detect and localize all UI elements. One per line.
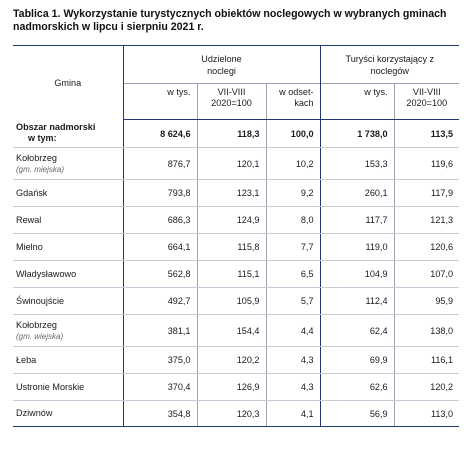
row-note: w tym:: [28, 133, 57, 144]
table-title: Tablica 1. Wykorzystanie turystycznych obiektów noclegowych w wybranych gminach nadmorskich w lipcu i sierpniu 2021 r.: [13, 8, 447, 33]
header-sub-2: w odset- kach: [266, 84, 320, 120]
cell-noclegi-index: 124,9: [197, 207, 266, 234]
cell-noclegi-tys: 370,4: [123, 374, 197, 401]
header-turysci: Turyści korzystający z noclegów: [320, 46, 459, 84]
cell-noclegi-odsetki: 10,2: [266, 148, 320, 180]
cell-turysci-index: 113,5: [394, 120, 459, 148]
cell-turysci-tys: 69,9: [320, 347, 394, 374]
table-row: [13, 207, 459, 234]
table-row: [13, 288, 459, 315]
cell-noclegi-index: 120,2: [197, 347, 266, 374]
cell-noclegi-tys: 664,1: [123, 234, 197, 261]
cell-turysci-tys: 1 738,0: [320, 120, 394, 148]
cell-noclegi-tys: 686,3: [123, 207, 197, 234]
cell-noclegi-index: 118,3: [197, 120, 266, 148]
row-note: (gm. miejska): [16, 164, 65, 174]
table-row: [13, 374, 459, 401]
header-sub-0: w tys.: [123, 84, 197, 120]
cell-noclegi-odsetki: 6,5: [266, 261, 320, 288]
cell-noclegi-tys: 381,1: [123, 315, 197, 347]
row-name: Łeba: [13, 347, 123, 374]
cell-noclegi-index: 123,1: [197, 180, 266, 207]
header-sub-4: VII-VIII 2020=100: [394, 84, 459, 120]
cell-turysci-index: 119,6: [394, 148, 459, 180]
cell-noclegi-odsetki: 4,3: [266, 347, 320, 374]
table-row: [13, 180, 459, 207]
cell-noclegi-tys: 562,8: [123, 261, 197, 288]
cell-noclegi-tys: 793,8: [123, 180, 197, 207]
table-row: [13, 401, 459, 427]
table-row: [13, 347, 459, 374]
cell-turysci-tys: 260,1: [320, 180, 394, 207]
cell-turysci-index: 116,1: [394, 347, 459, 374]
header-sub-1: VII-VIII 2020=100: [197, 84, 266, 120]
cell-noclegi-odsetki: 100,0: [266, 120, 320, 148]
cell-noclegi-index: 154,4: [197, 315, 266, 347]
row-name: Ustronie Morskie: [13, 374, 123, 401]
row-name: Obszar nadmorski: [16, 122, 96, 133]
cell-turysci-index: 120,6: [394, 234, 459, 261]
cell-turysci-index: 95,9: [394, 288, 459, 315]
cell-noclegi-tys: 375,0: [123, 347, 197, 374]
cell-noclegi-odsetki: 5,7: [266, 288, 320, 315]
cell-turysci-tys: 56,9: [320, 401, 394, 427]
cell-noclegi-tys: 354,8: [123, 401, 197, 427]
cell-turysci-index: 138,0: [394, 315, 459, 347]
cell-turysci-tys: 62,6: [320, 374, 394, 401]
cell-turysci-tys: 153,3: [320, 148, 394, 180]
cell-turysci-index: 117,9: [394, 180, 459, 207]
row-name: Świnoujście: [13, 288, 123, 315]
cell-turysci-index: 113,0: [394, 401, 459, 427]
table-row: [13, 234, 459, 261]
cell-noclegi-tys: 876,7: [123, 148, 197, 180]
row-name: Kołobrzeg: [16, 152, 57, 163]
cell-turysci-tys: 119,0: [320, 234, 394, 261]
cell-turysci-tys: 104,9: [320, 261, 394, 288]
cell-noclegi-tys: 8 624,6: [123, 120, 197, 148]
cell-noclegi-index: 120,1: [197, 148, 266, 180]
cell-noclegi-odsetki: 4,4: [266, 315, 320, 347]
row-name: Dziwnów: [13, 401, 123, 427]
header-udzielone-noclegi: Udzielone noclegi: [123, 46, 320, 84]
row-name: Kołobrzeg: [16, 319, 57, 330]
cell-noclegi-odsetki: 4,3: [266, 374, 320, 401]
table-row: [13, 120, 459, 148]
data-table: [13, 45, 459, 427]
row-name: Mielno: [13, 234, 123, 261]
cell-turysci-index: 107,0: [394, 261, 459, 288]
cell-turysci-tys: 112,4: [320, 288, 394, 315]
cell-noclegi-tys: 492,7: [123, 288, 197, 315]
header-sub-3: w tys.: [320, 84, 394, 120]
cell-noclegi-index: 120,3: [197, 401, 266, 427]
cell-noclegi-index: 115,1: [197, 261, 266, 288]
row-name: Rewal: [13, 207, 123, 234]
row-name: Władysławowo: [13, 261, 123, 288]
cell-noclegi-index: 115,8: [197, 234, 266, 261]
cell-turysci-tys: 117,7: [320, 207, 394, 234]
table-row: [13, 261, 459, 288]
row-note: (gm. wiejska): [16, 331, 64, 341]
table-row: [13, 148, 459, 180]
row-name: Gdańsk: [13, 180, 123, 207]
cell-noclegi-odsetki: 9,2: [266, 180, 320, 207]
cell-turysci-index: 121,3: [394, 207, 459, 234]
cell-noclegi-odsetki: 4,1: [266, 401, 320, 427]
header-gmina: Gmina: [13, 46, 123, 120]
cell-noclegi-index: 105,9: [197, 288, 266, 315]
table-row: [13, 315, 459, 347]
cell-turysci-index: 120,2: [394, 374, 459, 401]
cell-turysci-tys: 62,4: [320, 315, 394, 347]
cell-noclegi-odsetki: 7,7: [266, 234, 320, 261]
cell-noclegi-odsetki: 8,0: [266, 207, 320, 234]
cell-noclegi-index: 126,9: [197, 374, 266, 401]
